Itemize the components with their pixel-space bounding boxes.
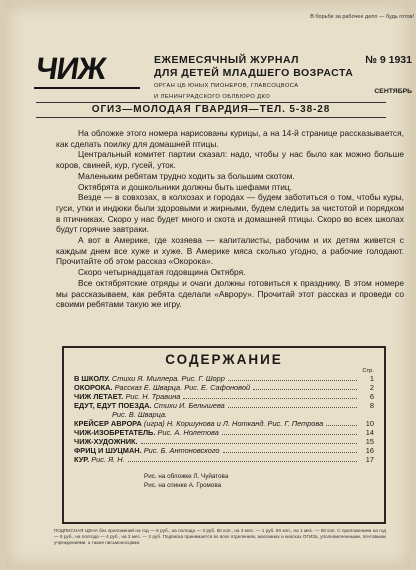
toc-entry-continuation: Рис. В. Шварца.: [112, 410, 168, 419]
paragraph: А вот в Америке, где хозяева — капиталисты, рабочим и их детям живется с каждым днем все хуже и хуже. В Америке мяса сколько угодно, а рабочие голодают. Прочитайте об этом рассказ «Окорока».: [56, 235, 404, 267]
toc-entry[interactable]: [74, 401, 374, 410]
paragraph: Центральный комитет партии сказал: надо, чтобы у нас было как можно больше коров, свиней, кур, гусей, уток.: [56, 149, 404, 171]
back-credit: Рис. на спинке А. Громова: [144, 482, 222, 489]
toc-entry-title: КРЕЙСЕР АВРОРА: [74, 419, 142, 428]
toc-entry-details: Рис. Б. Антоновского: [143, 446, 220, 455]
issue-month: СЕНТЯБРЬ: [374, 88, 412, 95]
paragraph: На обложке этого номера нарисованы курицы, а на 14-й странице рассказывается, как сделать поилку для домашней птицы.: [56, 128, 404, 149]
toc-title: СОДЕРЖАНИЕ: [165, 352, 283, 367]
toc-leader: [223, 452, 357, 453]
toc-leader: [128, 461, 357, 462]
toc-entry-title: В ШКОЛУ.: [74, 374, 110, 383]
journal-title-2: ДЛЯ ДЕТЕЙ МЛАДШЕГО ВОЗРАСТА: [154, 67, 354, 79]
organ-line-1: ОРГАН ЦБ ЮНЫХ ПИОНЕРОВ, ГЛАВСОЦВОСА: [154, 83, 299, 89]
toc-entry-details: Рис. Я. Н.: [91, 455, 125, 464]
table-of-contents: [62, 346, 386, 524]
toc-entry-details: Стихи И. Белышева: [153, 401, 225, 410]
toc-entry[interactable]: [74, 455, 374, 464]
toc-entry-title: ЧИЖ-ХУДОЖНИК.: [74, 437, 138, 446]
toc-entry-title: ЕДУТ, ЕДУТ ПОЕЗДА.: [74, 401, 152, 410]
logo: ЧИЖ: [33, 51, 108, 86]
toc-entry[interactable]: [74, 392, 374, 401]
issue-number: № 9 1931: [365, 54, 412, 66]
toc-entry-title: КУР.: [74, 455, 90, 464]
toc-leader: [141, 443, 357, 444]
toc-entry-page: 14: [365, 428, 374, 437]
toc-entry-details: (игра) Н. Коршунова и Л. Нотканд. Рис. Г. Петрова: [143, 419, 324, 428]
toc-entry[interactable]: [74, 437, 374, 446]
toc-entry-details: Рассказ Е. Шварца. Рис. Е. Сафоновой: [114, 383, 251, 392]
toc-entry-title: ЧИЖ ЛЕТАЕТ.: [74, 392, 124, 401]
logo-underline: [34, 87, 140, 89]
organ-line-2: И ЛЕНИНГРАДСКОГО ОБЛБЮРО ДКО: [154, 94, 271, 100]
paragraph: Все октябрятские отряды и очаги должны готовиться к празднику. В этом номере мы рассказываем, как ребята сделали «Аврору». Прочитай этот рассказ и проведи со своими ребятами такую же игру.: [56, 277, 404, 310]
toc-entry-details: Стихи Я. Миллера. Рис. Г. Шорр: [111, 374, 225, 383]
toc-entry[interactable]: [74, 446, 374, 455]
toc-leader: [183, 398, 357, 399]
cover-credit: Рис. на обложке Л. Чуйатова: [144, 473, 229, 480]
toc-page-header: Стр.: [362, 368, 374, 374]
toc-entry-title: ФРИЦ И ШУЦМАН.: [74, 446, 142, 455]
toc-entry[interactable]: [74, 374, 374, 383]
toc-leader: [326, 425, 357, 426]
journal-title-1: ЕЖЕМЕСЯЧНЫЙ ЖУРНАЛ: [154, 54, 300, 66]
motto: В борьбе за рабочее дело — будь готов!: [310, 14, 414, 20]
toc-leader: [253, 389, 357, 390]
toc-entry[interactable]: [74, 383, 374, 392]
toc-leader: [222, 434, 357, 435]
publisher-bar: ОГИЗ—МОЛОДАЯ ГВАРДИЯ—ТЕЛ. 5-38-28: [36, 102, 386, 118]
toc-entry[interactable]: [74, 419, 374, 428]
toc-entry-page: 17: [365, 455, 374, 464]
paragraph: Скоро четырнадцатая годовщина Октября.: [78, 267, 246, 278]
toc-entry-title: ОКОРОКА.: [74, 383, 113, 392]
subscription-footer: ПОДПИСНАЯ ЦЕНА без приложений на год — 6 руб., на полгода — 3 руб. 60 коп., на 3 мес. — 1 руб. 80 коп., на 1 мес. — 60 коп. С приложением на год — 8 руб., на полгода — 4 руб., на 3 мес. — 2 руб. Подписка принимается во всех отделениях, магазинах и киосках ОГИЗа, уполномоченными, почтовыми учреждениями, а также письмоносцами.: [54, 528, 386, 545]
paragraph: Везде — в совхозах, в колхозах и городах — будем заботиться о том, чтобы куры, гуси, утки и индюки были здоровыми и жирными, будем следить за чистотой и порядком в птичниках. Скоро у нас будет много и скота и домашней птицы. Скоро во всех школах будут горячие завтраки.: [56, 192, 404, 235]
toc-entry-page: 2: [369, 383, 374, 392]
toc-entry-page: 1: [369, 374, 374, 383]
toc-entry-title: ЧИЖ-ИЗОБРЕТАТЕЛЬ.: [74, 428, 156, 437]
toc-entry[interactable]: [74, 428, 374, 437]
toc-leader: [228, 407, 357, 408]
toc-entry-page: 16: [365, 446, 374, 455]
toc-entry-page: 6: [369, 392, 374, 401]
toc-leader: [228, 380, 357, 381]
illustration-credits: [74, 472, 374, 490]
paragraph: Маленьким ребятам трудно ходить за большим скотом.: [78, 170, 295, 181]
toc-entry-details: Рис. Н. Травина: [125, 392, 181, 401]
toc-entry-page: 15: [365, 437, 374, 446]
page-sheet: [6, 4, 414, 566]
toc-entry-page: 10: [365, 419, 374, 428]
editorial-text: [56, 128, 404, 310]
paragraph: Октябрята и дошкольники должны быть шефами птиц.: [78, 181, 293, 192]
toc-entry-page: 8: [369, 401, 374, 410]
toc-entry-details: Рис. А. Нолетова: [157, 428, 219, 437]
